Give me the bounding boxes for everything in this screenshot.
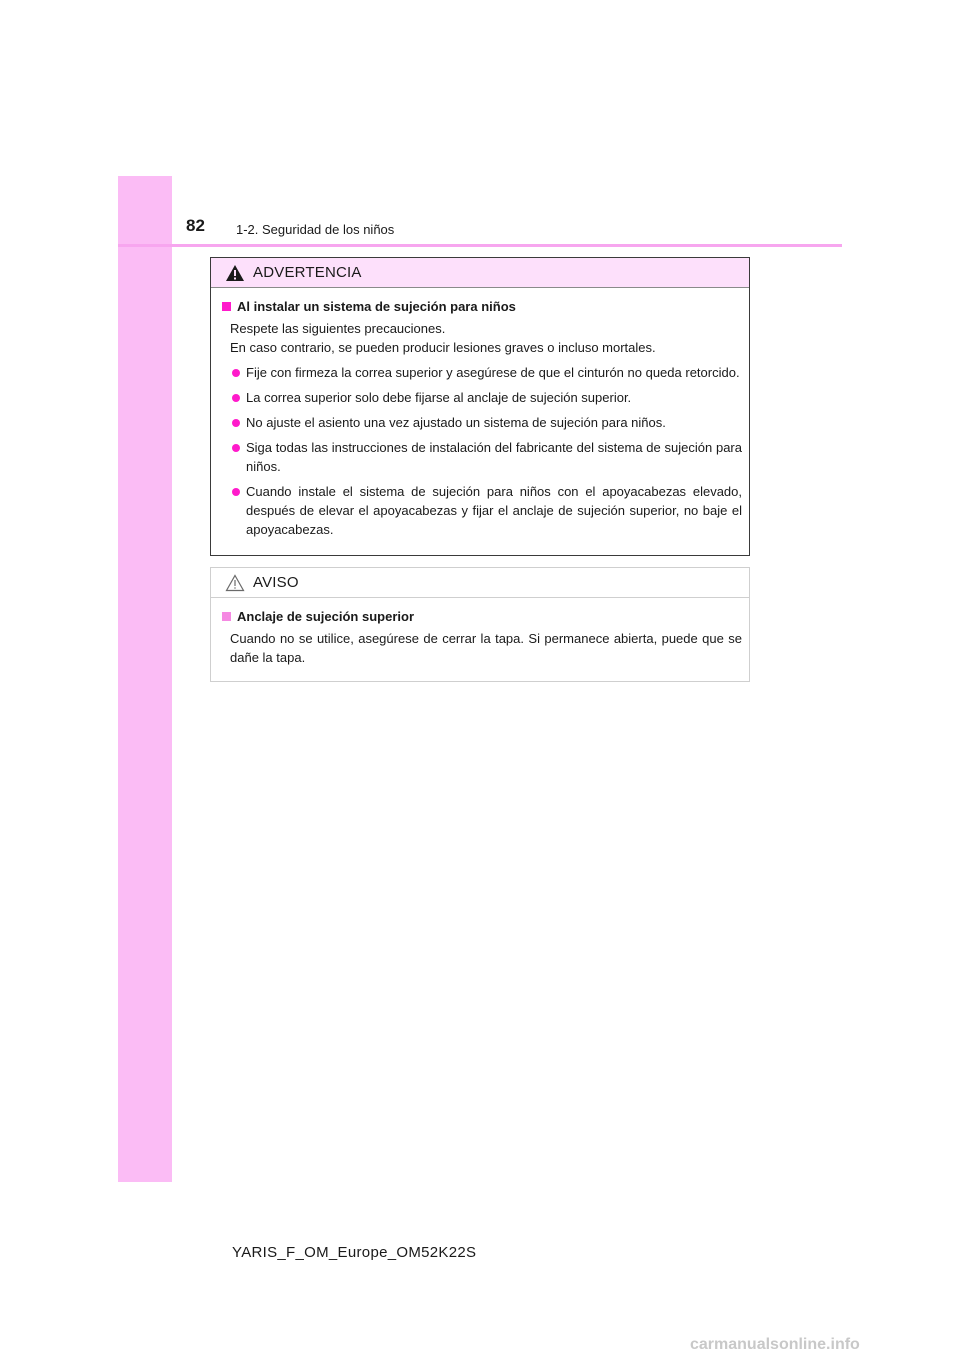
warning-box [210, 257, 750, 556]
page-number: 82 [186, 216, 205, 235]
warning-title: ADVERTENCIA [253, 264, 362, 281]
warning-bullet [230, 388, 742, 407]
notice-title: AVISO [253, 574, 299, 591]
section-title: 1-2. Seguridad de los niños [236, 222, 395, 237]
square-bullet-icon [222, 612, 231, 621]
warning-bullet-text: Siga todas las instrucciones de instalación del fabricante del sistema de sujeción para niños. [246, 440, 742, 474]
warning-intro-line-2: En caso contrario, se pueden producir lesiones graves o incluso mortales. [230, 340, 656, 355]
notice-box [210, 567, 750, 682]
warning-box-body [211, 288, 749, 539]
warning-triangle-filled-icon [225, 264, 245, 282]
caution-triangle-outline-icon [225, 574, 245, 592]
warning-bullet [230, 413, 742, 432]
warning-bullet-text: No ajuste el asiento una vez ajustado un sistema de sujeción para niños. [246, 415, 666, 430]
notice-box-header [211, 568, 749, 598]
warning-bullet [230, 363, 742, 382]
warning-box-header [211, 258, 749, 288]
warning-bullet [230, 438, 742, 476]
footer-doc-id: YARIS_F_OM_Europe_OM52K22S [232, 1244, 477, 1261]
warning-subhead [222, 299, 742, 314]
header-rule [118, 244, 842, 247]
round-bullet-icon [232, 444, 240, 452]
warning-bullet-text: La correa superior solo debe fijarse al anclaje de sujeción superior. [246, 390, 632, 405]
warning-bullet-text: Cuando instale el sistema de sujeción para niños con el apoyacabezas elevado, después de elevar el apoyacabezas y fijar el anclaje de sujeción superior, no baje el apoyacabezas. [246, 484, 742, 537]
square-bullet-icon [222, 302, 231, 311]
notice-subhead [222, 609, 742, 624]
notice-box-body [211, 598, 749, 667]
round-bullet-icon [232, 369, 240, 377]
watermark: carmanualsonline.info [690, 1336, 860, 1353]
notice-subhead-text: Anclaje de sujeción superior [237, 609, 414, 624]
round-bullet-icon [232, 488, 240, 496]
warning-intro-line-1: Respete las siguientes precauciones. [230, 321, 446, 336]
round-bullet-icon [232, 394, 240, 402]
warning-intro [230, 319, 742, 357]
notice-text: Cuando no se utilice, asegúrese de cerrar la tapa. Si permanece abierta, puede que se dañe la tapa. [230, 631, 742, 665]
round-bullet-icon [232, 419, 240, 427]
warning-bullet [230, 482, 742, 539]
warning-bullet-text: Fije con firmeza la correa superior y asegúrese de que el cinturón no queda retorcido. [246, 365, 740, 380]
warning-subhead-text: Al instalar un sistema de sujeción para niños [237, 299, 516, 314]
side-color-band [118, 176, 172, 1182]
